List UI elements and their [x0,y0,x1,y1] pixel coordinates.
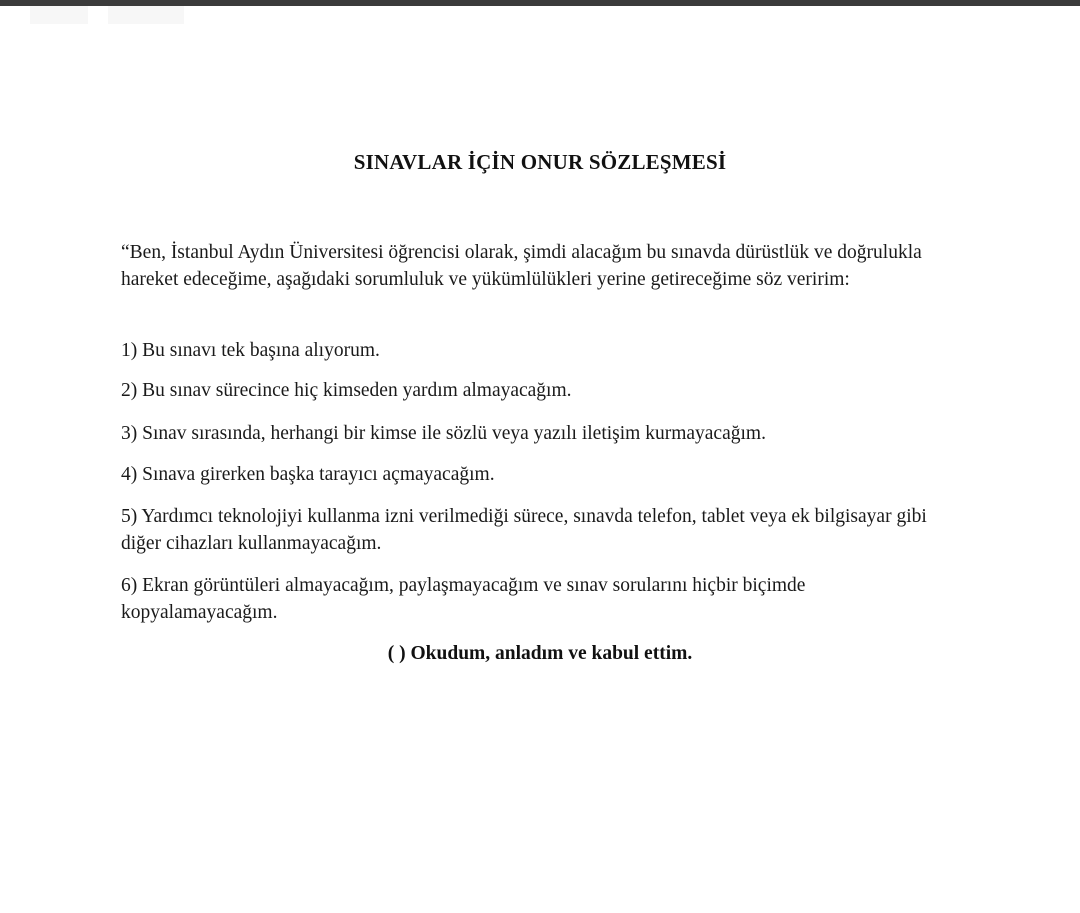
intro-paragraph: “Ben, İstanbul Aydın Üniversitesi öğrencisi olarak, şimdi alacağım bu sınavda dürüstlük ve doğrulukla hareket edeceğime, aşağıdaki sorumluluk ve yükümlülükleri yerine getireceğime söz veririm: [121,242,922,290]
pledge-item: 5) Yardımcı teknolojiyi kullanma izni verilmediği sürece, sınavda telefon, tablet veya ek bilgisayar gibi diğer cihazları kullanmayacağım. [121,506,927,554]
acceptance-checkbox-label[interactable]: ( ) Okudum, anladım ve kabul ettim. [387,643,693,664]
document-title: SINAVLAR İÇİN ONUR SÖZLEŞMESİ [353,150,727,174]
pledge-item: 6) Ekran görüntüleri almayacağım, paylaşmayacağım ve sınav sorularını hiçbir biçimde kopyalamayacağım. [121,575,806,623]
pledge-item: 3) Sınav sırasında, herhangi bir kimse ile sözlü veya yazılı iletişim kurmayacağım. [121,423,766,444]
pledge-item: 4) Sınava girerken başka tarayıcı açmayacağım. [121,464,495,485]
pledge-item: 1) Bu sınavı tek başına alıyorum. [121,340,380,361]
pledge-item: 2) Bu sınav sürecince hiç kimseden yardım almayacağım. [121,380,572,401]
